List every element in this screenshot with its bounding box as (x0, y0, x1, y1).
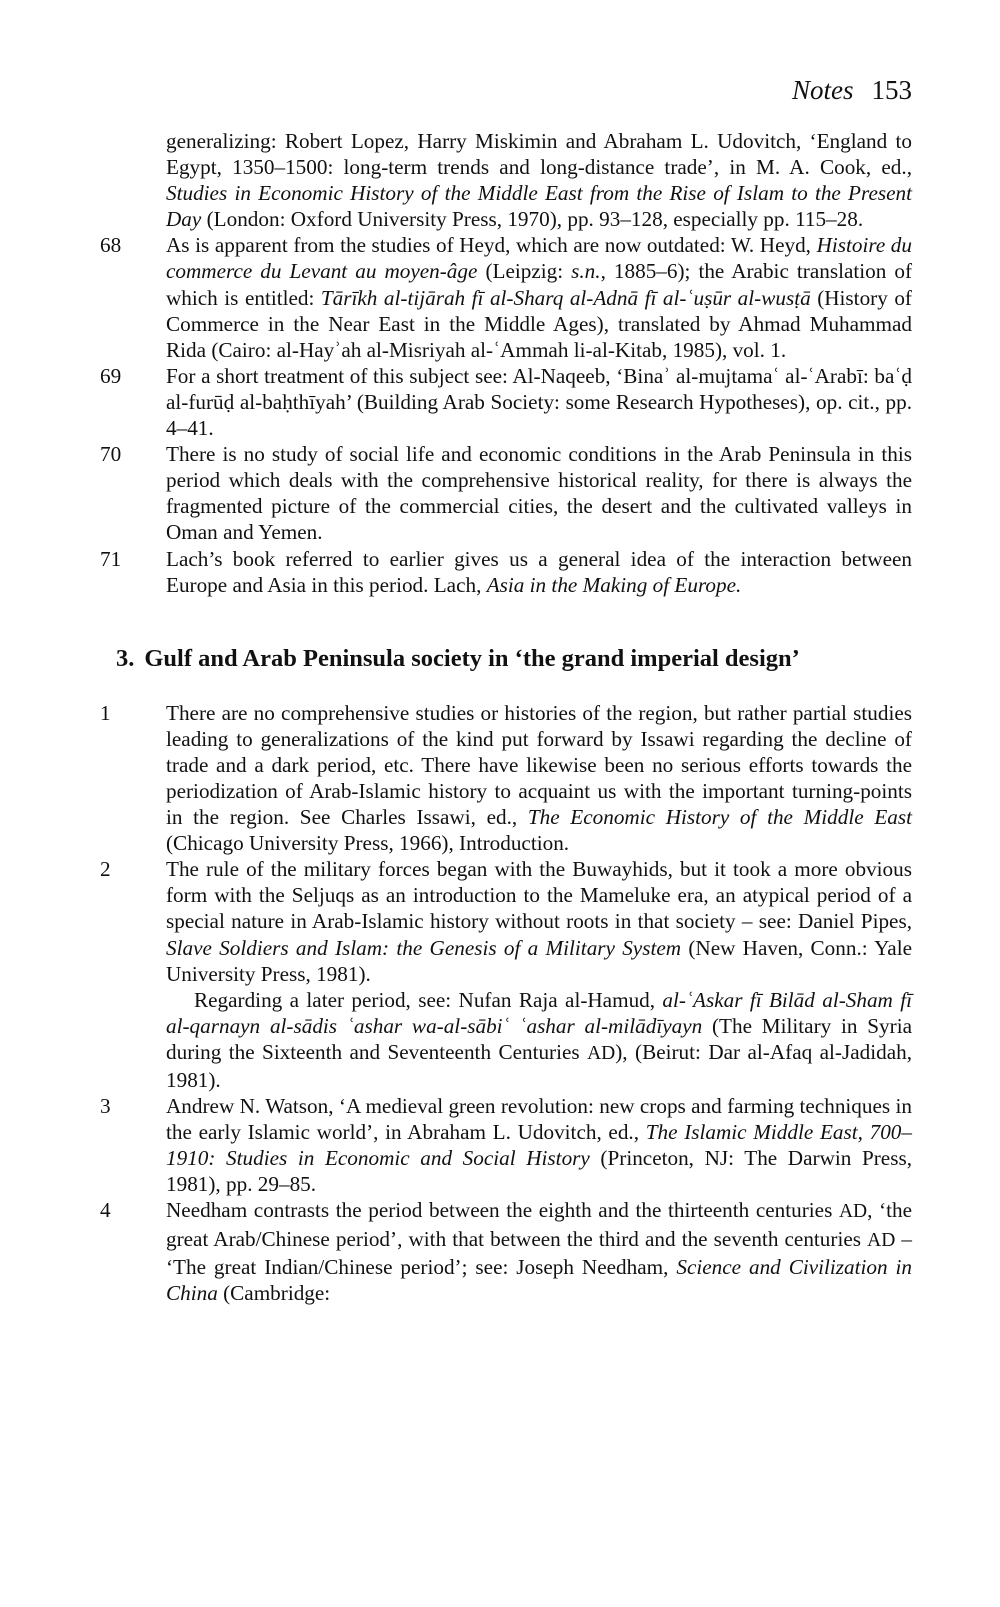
text-run: (Leipzig: (477, 259, 572, 284)
note-body (166, 700, 912, 857)
note-number: 69 (100, 363, 122, 388)
notes-content (100, 128, 912, 1306)
note-4 (100, 1197, 912, 1305)
text-run: (Chicago University Press, 1966), Introduction. (166, 831, 570, 856)
italic-text: The Economic History of the Middle East (527, 805, 912, 830)
italic-text: Asia in the Making of Europe. (486, 572, 742, 597)
note-body (166, 128, 912, 232)
note-paragraph (166, 1093, 912, 1197)
running-head (792, 74, 912, 106)
text-run: Lach’s book referred to earlier gives us a general idea of the interaction between Europe and Asia in this period. Lach, (166, 546, 912, 597)
italic-text: Science and Civilization in China (166, 1254, 912, 1305)
text-run: – ‘The great Indian/Chinese period’; see: Joseph Needham, (166, 1226, 912, 1279)
text-run: (London: Oxford University Press, 1970), pp. 93–128, especially pp. 115–28. (201, 207, 864, 232)
note-71 (100, 546, 912, 598)
note-paragraph (166, 546, 912, 598)
text-run: The rule of the military forces began with the Buwayhids, but it took a more obvious form with the Seljuqs as an introduction to the Mameluke era, an atypical period of a special nature in Arab-Islamic history without roots in that society – see: Daniel Pipes, (166, 857, 912, 934)
italic-text: Histoire du commerce du Levant au moyen-âge (166, 233, 912, 284)
running-head-label: Notes (791, 75, 854, 105)
note-body (166, 1197, 912, 1305)
text-run: (New Haven, Conn.: Yale University Press, 1981). (166, 935, 913, 986)
notes-list-chapter-3 (100, 700, 912, 1306)
note-body (166, 441, 912, 545)
note-paragraph (166, 856, 912, 986)
note-number: 71 (100, 546, 122, 571)
text-run: , ‘the great Arab/Chinese period’, with that between the third and the seventh centuries (166, 1198, 912, 1251)
note-paragraph (166, 232, 912, 362)
note-number: 3 (100, 1094, 111, 1119)
note-paragraph (166, 987, 912, 1093)
note-paragraph (166, 363, 912, 441)
section-title: Gulf and Arab Peninsula society in ‘the grand imperial design’ (144, 644, 800, 672)
italic-text: Studies in Economic History of the Middle East from the Rise of Islam to the Present Day (166, 181, 912, 232)
italic-text: al-ʿAskar fī Bilād al-Sham fī al-qarnayn al-sādis ʿashar wa-al-sābiʿ ʿashar al-milādīyayn (166, 987, 912, 1038)
note-body (166, 1093, 912, 1197)
italic-text: Slave Soldiers and Islam: the Genesis of a Military System (166, 935, 682, 960)
note-70 (100, 441, 912, 545)
text-run: Regarding a later period, see: Nufan Raja al-Hamud, (194, 987, 663, 1012)
note-paragraph (166, 700, 912, 857)
small-caps-text: AD (587, 1042, 616, 1064)
text-run: Needham contrasts the period between the eighth and the thirteenth centuries (166, 1198, 839, 1223)
italic-text: s.n. (571, 259, 601, 284)
italic-text: The Islamic Middle East, 700–1910: Studies in Economic and Social History (166, 1120, 912, 1171)
note-body (166, 232, 912, 362)
text-run: There is no study of social life and economic conditions in the Arab Peninsula in this period which deals with the comprehensive historical reality, for there is always the fragmented picture of the commercial cities, the desert and the cultivated valleys in Oman and Yemen. (166, 442, 912, 545)
section-number: 3. (116, 644, 135, 672)
italic-text: Tārīkh al-tijārah fī al-Sharq al-Adnā fī al-ʿuṣūr al-wusṭā (320, 285, 811, 310)
note-body (166, 546, 912, 598)
note-number: 1 (100, 700, 111, 725)
small-caps-text: AD (867, 1229, 896, 1251)
note-paragraph (166, 128, 912, 232)
page-number: 153 (871, 75, 912, 105)
text-run: (The Military in Syria during the Sixteenth and Seventeenth Centuries (166, 1013, 912, 1064)
note-body (166, 363, 912, 441)
text-run: For a short treatment of this subject see: Al-Naqeeb, ‘Binaʾ al-mujtamaʿ al-ʿArabī: baʿḍ al-furūḍ al-baḥthīyah’ (Building Arab Society: some Research Hypotheses), op. cit., pp. 4–41. (166, 363, 912, 441)
note-continuation (100, 128, 912, 232)
note-1 (100, 700, 912, 857)
note-paragraph (166, 1197, 912, 1305)
text-run: As is apparent from the studies of Heyd, which are now outdated: W. Heyd, (166, 233, 817, 258)
note-number: 4 (100, 1198, 111, 1223)
note-number: 2 (100, 857, 111, 882)
note-2 (100, 856, 912, 1093)
note-3 (100, 1093, 912, 1197)
note-number: 70 (100, 442, 122, 467)
text-run: ), (Beirut: Dar al-Afaq al-Jadidah, 1981). (166, 1039, 912, 1092)
notes-list-chapter-2 (100, 232, 912, 597)
text-run: generalizing: Robert Lopez, Harry Miskimin and Abraham L. Udovitch, ‘England to Egypt, 1350–1500: long-term trends and long-distance trade’, in M. A. Cook, ed., (166, 129, 912, 180)
note-number: 68 (100, 233, 122, 258)
section-heading (100, 644, 912, 674)
text-run: There are no comprehensive studies or histories of the region, but rather partial studies leading to generalizations of the kind put forward by Issawi regarding the decline of trade and a dark period, etc. There have likewise been no serious efforts towards the periodization of Arab-Islamic history to acquaint us with the important turning-points in the region. See Charles Issawi, ed., (166, 700, 912, 830)
text-run: (Cambridge: (217, 1280, 331, 1305)
note-68 (100, 232, 912, 362)
note-body (166, 856, 912, 1093)
text-run: Andrew N. Watson, ‘A medieval green revolution: new crops and farming techniques in the early Islamic world’, in Abraham L. Udovitch, ed., (166, 1094, 912, 1145)
text-run: (History of Commerce in the Near East in the Middle Ages), translated by Ahmad Muhammad Rida (Cairo: al-Hayʾah al-Misriyah al-ʿAmmah li-al-Kitab, 1985), vol. 1. (166, 285, 912, 362)
small-caps-text: AD (838, 1201, 868, 1223)
note-paragraph (166, 441, 912, 545)
text-run: (Princeton, NJ: The Darwin Press, 1981), pp. 29–85. (166, 1146, 912, 1197)
text-run: , 1885–6); the Arabic translation of which is entitled: (166, 259, 913, 310)
note-69 (100, 363, 912, 441)
